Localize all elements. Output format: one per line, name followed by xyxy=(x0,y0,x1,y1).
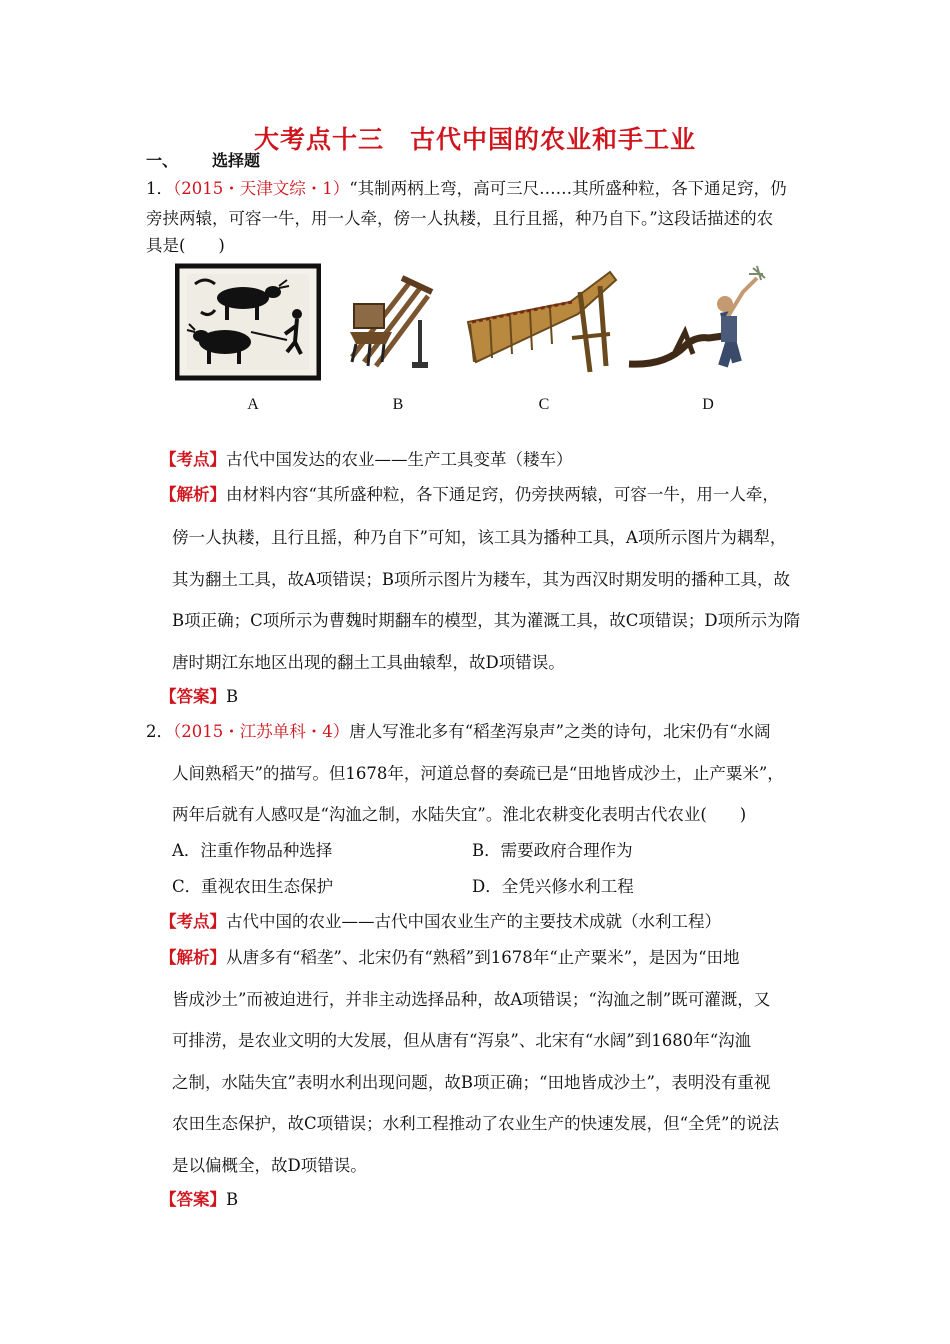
q2-source: （2015・江苏单科・4） xyxy=(173,722,350,741)
section-label: 选择题 xyxy=(212,151,261,170)
option-a-image xyxy=(175,262,321,382)
q2-line-3: 两年后就有人感叹是“沟洫之制，水陆失宜”。淮北农耕变化表明古代农业( ) xyxy=(172,805,747,824)
section-heading xyxy=(146,148,260,171)
q1-source: （2015・天津文综・1） xyxy=(173,179,350,198)
answer-value: B xyxy=(226,687,239,706)
q1-number: 1． xyxy=(146,179,173,198)
q2-jiexi-line-5: 农田生态保护，故C项错误；水利工程推动了农业生产的快速发展，但“全凭”的说法 xyxy=(172,1114,779,1133)
q2-jiexi-line-2: 皆成沙土”而被迫进行，并非主动选择品种，故A项错误；“沟洫之制”既可灌溉，又 xyxy=(172,990,771,1009)
kaodian-tag: 【考点】 xyxy=(160,450,226,469)
option-b-label[interactable]: B xyxy=(392,396,404,413)
q2-number: 2． xyxy=(146,722,173,741)
q2-kaodian xyxy=(160,908,721,932)
jiexi-tag: 【解析】 xyxy=(160,485,226,504)
q1-answer xyxy=(160,683,238,707)
q2-option-b[interactable]: B．需要政府合理作为 xyxy=(472,841,633,860)
q2-option-d[interactable]: D．全凭兴修水利工程 xyxy=(472,877,634,896)
option-a-label[interactable]: A xyxy=(247,396,259,413)
option-b-image xyxy=(332,262,442,382)
q1-line-3: 具是( ) xyxy=(146,236,225,255)
q1-jiexi-line-5: 唐时期江东地区出现的翻土工具曲辕犁，故D项错误。 xyxy=(172,653,565,672)
option-d-image xyxy=(625,262,785,382)
page-title: 大考点十三 古代中国的农业和手工业 xyxy=(253,125,696,154)
q1-line-2: 旁挟两辕，可容一牛，用一人牵，傍一人执耧，且行且摇，种乃自下。”这段话描述的农 xyxy=(146,209,774,228)
q2-line-1 xyxy=(146,718,771,742)
q2-answer xyxy=(160,1186,238,1210)
q1-line-1 xyxy=(146,175,787,199)
option-c-label[interactable]: C xyxy=(538,396,550,413)
answer-tag: 【答案】 xyxy=(160,687,226,706)
jiexi-tag: 【解析】 xyxy=(160,948,226,967)
answer-tag: 【答案】 xyxy=(160,1190,226,1209)
answer-value: B xyxy=(226,1190,239,1209)
section-number: 一、 xyxy=(146,151,179,170)
option-d-label[interactable]: D xyxy=(702,396,714,413)
q2-jiexi-line-4: 之制，水陆失宜”表明水利出现问题，故B项正确；“田地皆成沙土”，表明没有重视 xyxy=(172,1073,771,1092)
jiexi-text: 由材料内容“其所盛种粒，各下通足窍，仍旁挟两辕，可容一牛，用一人牵， xyxy=(226,485,779,504)
q2-option-c[interactable]: C．重视农田生态保护 xyxy=(172,877,334,896)
q1-kaodian xyxy=(160,446,573,470)
q2-option-a[interactable]: A．注重作物品种选择 xyxy=(172,841,333,860)
q2-jiexi-line-6: 是以偏概全，故D项错误。 xyxy=(172,1156,367,1175)
kaodian-tag: 【考点】 xyxy=(160,912,226,931)
q1-jiexi-line-1 xyxy=(160,481,779,505)
kaodian-text: 古代中国的农业——古代中国农业生产的主要技术成就（水利工程） xyxy=(226,912,721,931)
jiexi-text: 从唐多有“稻垄”、北宋仍有“熟稻”到1678年“止产粟米”，是因为“田地 xyxy=(226,948,740,967)
q2-jiexi-line-1 xyxy=(160,944,740,968)
q2-line-2: 人间熟稻天”的描写。但1678年，河道总督的奏疏已是“田地皆成沙土，止产粟米”， xyxy=(172,764,784,783)
q1-jiexi-line-4: B项正确；C项所示为曹魏时期翻车的模型，其为灌溉工具，故C项错误；D项所示为隋 xyxy=(172,611,801,630)
option-c-image xyxy=(460,262,620,382)
q1-jiexi-line-3: 其为翻土工具，故A项错误；B项所示图片为耧车，其为西汉时期发明的播种工具，故 xyxy=(172,570,791,589)
q1-stem-text-1: “其制两柄上弯，高可三尺……其所盛种粒，各下通足窍，仍 xyxy=(349,179,787,198)
q2-jiexi-line-3: 可排涝，是农业文明的大发展，但从唐有“泻泉”、北宋有“水阔”到1680年“沟洫 xyxy=(172,1031,752,1050)
q1-jiexi-line-2: 傍一人执耧，且行且摇，种乃自下”可知，该工具为播种工具，A项所示图片为耦犁， xyxy=(172,528,787,547)
kaodian-text: 古代中国发达的农业——生产工具变革（耧车） xyxy=(226,450,573,469)
q2-stem-text-1: 唐人写淮北多有“稻垄泻泉声”之类的诗句，北宋仍有“水阔 xyxy=(349,722,771,741)
